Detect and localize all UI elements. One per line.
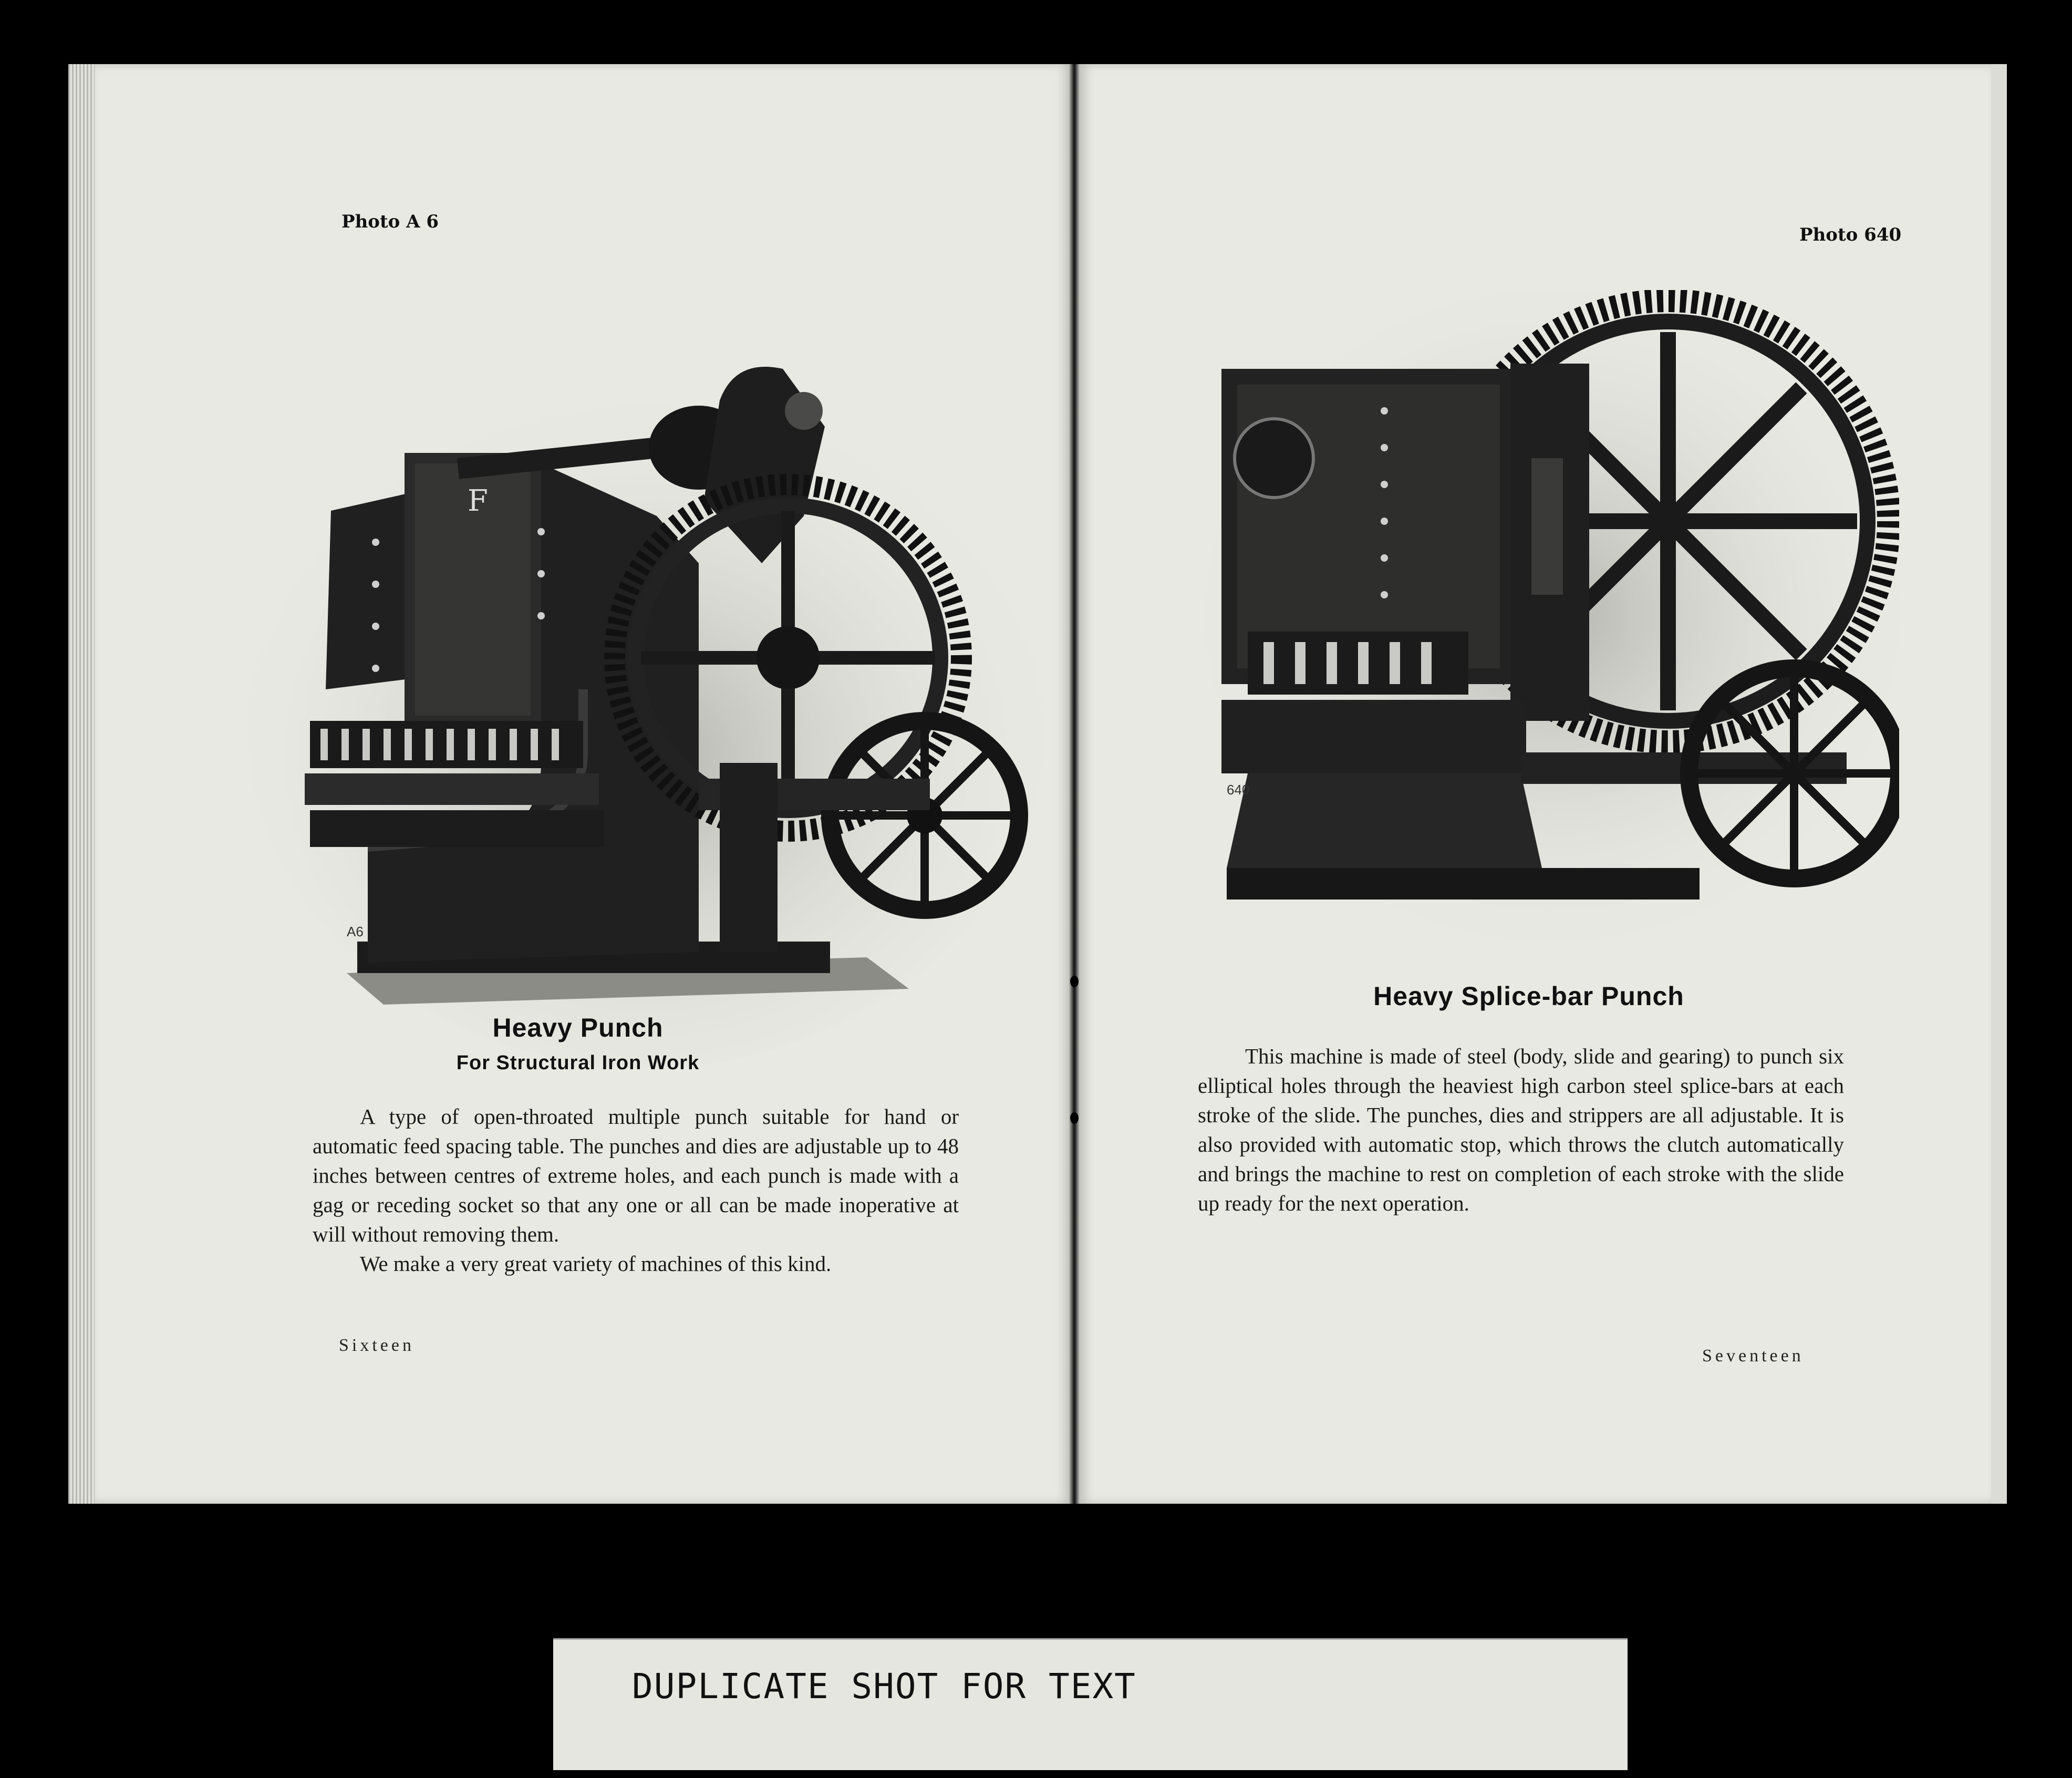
left-title: Heavy Punch — [492, 1013, 664, 1042]
right-title: Heavy Splice-bar Punch — [1373, 981, 1684, 1011]
left-paragraph-1: A type of open-throated multiple punch suitable for hand or automatic feed spacing table. The punches and dies are adjustable up to 48 inches between centres of extreme holes, and each punch is made with a gag or receding socket so that any one or all can be made inoperative at will without removing them. — [313, 1104, 959, 1246]
right-body — [1198, 1041, 1844, 1218]
splice-bar-punch-illustration — [1206, 290, 1899, 973]
machine-plate-label: A6 — [347, 924, 364, 939]
left-paragraph-2: We make a very great variety of machines of this kind. — [360, 1252, 832, 1276]
page-edges — [68, 64, 95, 1504]
heavy-punch-illustration — [247, 290, 1045, 1078]
binding-mark — [1070, 976, 1079, 987]
photo-label-right: Photo 640 — [1799, 224, 1902, 245]
microfilm-caption-strip — [553, 1638, 1628, 1770]
photo-label-left: Photo A 6 — [341, 211, 439, 232]
folio-left: Sixteen — [339, 1336, 415, 1355]
machine-plate-label: 640 — [1227, 782, 1250, 798]
binding-mark — [1070, 1112, 1079, 1124]
book-spread — [68, 64, 2007, 1504]
left-body — [313, 1102, 959, 1278]
right-page — [1080, 64, 1991, 1504]
right-paragraph-1: This machine is made of steel (body, slide and gearing) to punch six elliptical holes through the heaviest high carbon steel splice-bars at each stroke of the slide. The punches, dies and strippers are all adjustable. It is also provided with automatic stop, which throws the clutch automatically and brings the machine to rest on completion of each stroke with the slide up ready for the next operation. — [1198, 1044, 1844, 1215]
folio-right: Seventeen — [1702, 1346, 1804, 1366]
left-page — [95, 64, 1069, 1504]
left-subtitle: For Structural Iron Work — [456, 1052, 700, 1074]
caption-text: DUPLICATE SHOT FOR TEXT — [632, 1666, 1136, 1707]
machine-letter: F — [468, 484, 488, 518]
book-gutter — [1069, 64, 1080, 1504]
